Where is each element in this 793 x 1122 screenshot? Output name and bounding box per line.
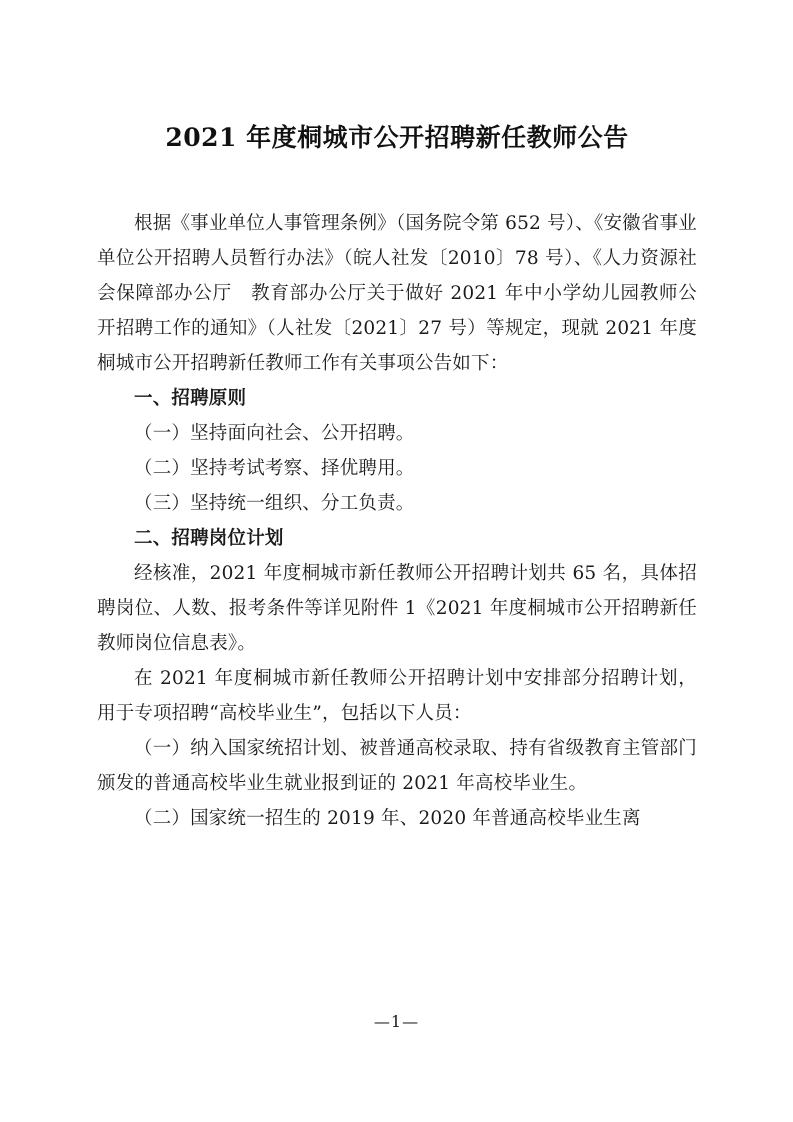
document-body [97, 118, 697, 836]
paragraph-position-plan-total: 经核准，2021 年度桐城市新任教师公开招聘计划共 65 名，具体招聘岗位、人数、报考条件等详见附件 1《2021 年度桐城市公开招聘新任教师岗位信息表》。 [97, 563, 697, 654]
paragraph-intro: 根据《事业单位人事管理条例》（国务院令第 652 号）、《安徽省事业单位公开招聘人员暂行办法》（皖人社发〔2010〕78 号）、《人力资源社会保障部办公厅 教育部办公厅关于做好 2021 年中小学幼儿园教师公开招聘工作的通知》（人社发〔2021〕27 号）等规定，现就 2021 年度桐城市公开招聘新任教师工作有关事项公告如下： [97, 213, 697, 374]
section-heading-position-plan: 二、招聘岗位计划 [134, 528, 284, 549]
list-item-graduate-1: （一）纳入国家统招计划、被普通高校录取、持有省级教育主管部门颁发的普通高校毕业生就业报到证的 2021 年高校毕业生。 [97, 738, 697, 794]
page-number: —1— [373, 1012, 420, 1031]
list-item-principle-3: （三）坚持统一组织、分工负责。 [134, 493, 415, 514]
section-heading-recruitment-principles: 一、招聘原则 [134, 388, 247, 409]
list-item-principle-2: （二）坚持考试考察、择优聘用。 [134, 458, 415, 479]
list-item-graduate-2: （二）国家统一招生的 2019 年、2020 年普通高校毕业生离 [134, 808, 641, 829]
page-title: 2021 年度桐城市公开招聘新任教师公告 [165, 123, 629, 152]
paragraph-graduate-special-plan: 在 2021 年度桐城市新任教师公开招聘计划中安排部分招聘计划，用于专项招聘“高校毕业生”，包括以下人员： [97, 668, 697, 724]
list-item-principle-1: （一）坚持面向社会、公开招聘。 [134, 423, 415, 444]
